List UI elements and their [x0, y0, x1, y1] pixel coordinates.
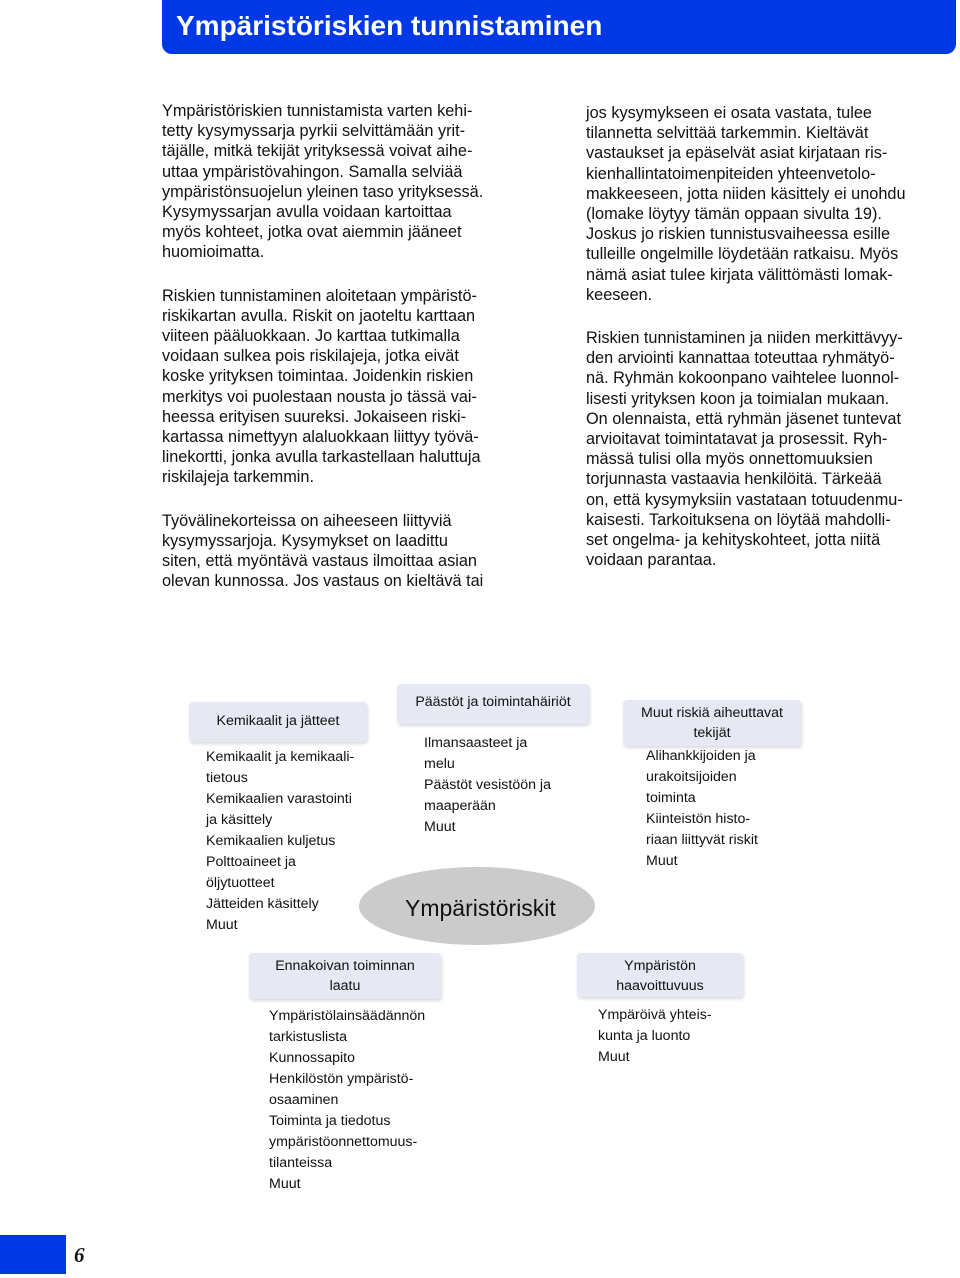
- category-items: [269, 1006, 425, 1195]
- page-title: Ympäristöriskien tunnistaminen: [176, 10, 603, 41]
- category-title: laatu: [329, 978, 361, 994]
- text-line: viiteen pääluokkaan. Jo karttaa tutkimalla: [162, 327, 460, 346]
- text-line: voidaan parantaa.: [586, 551, 717, 570]
- text-line: merkitys voi puolestaan nousta jo tässä vai-: [162, 387, 477, 406]
- text-line: keeseen.: [586, 285, 653, 304]
- list-item: tilanteissa: [269, 1155, 333, 1171]
- list-item: Ympäristölainsäädännön: [269, 1008, 426, 1024]
- list-item: Muut: [424, 819, 456, 835]
- list-item: toiminta: [646, 790, 696, 806]
- header-bar: [162, 0, 956, 54]
- text-line: huomioimatta.: [162, 243, 265, 262]
- list-item: riaan liittyvät riskit: [646, 832, 758, 848]
- list-item: Kemikaalien varastointi: [206, 791, 352, 807]
- text-line: siten, että myöntävä vastaus ilmoittaa asian: [162, 552, 477, 571]
- text-line: arvioitavat toimintatavat ja prosessit. Ryh-: [586, 430, 888, 449]
- text-line: makkeeseen, jotta niiden käsittely ei unohdu: [586, 184, 906, 203]
- category-title: Kemikaalit ja jätteet: [216, 713, 340, 729]
- text-line: myös kohteet, jotka ovat aiemmin jääneet: [162, 223, 462, 242]
- text-line: Riskien tunnistaminen aloitetaan ympäristö-: [162, 286, 477, 305]
- list-item: Kunnossapito: [269, 1050, 355, 1066]
- text-line: riskilajeja tarkemmin.: [162, 468, 314, 487]
- list-item: ympäristöonnettomuus-: [269, 1134, 418, 1150]
- list-item: osaaminen: [269, 1092, 339, 1108]
- text-line: (lomake löytyy tämän oppaan sivulta 19).: [586, 205, 882, 224]
- page-number: 6: [74, 1243, 85, 1267]
- category-title-box: [249, 953, 441, 999]
- category-title-box: [189, 702, 367, 742]
- text-line: uttaa ympäristövahingon. Samalla selviää: [162, 162, 463, 181]
- list-item: Kemikaalien kuljetus: [206, 833, 336, 849]
- text-line: ympäristönsuojelun yleinen taso yrityksessä.: [162, 182, 484, 201]
- text-line: tilannetta selvittää tarkemmin. Kieltävät: [586, 124, 869, 143]
- paragraph: [162, 286, 542, 488]
- text-line: jos kysymykseen ei osata vastata, tulee: [586, 104, 872, 122]
- left-text-column: [162, 101, 542, 614]
- text-line: on, että kysymyksiin vastataan totuudenmu-: [586, 490, 903, 509]
- category-title-box: [397, 684, 589, 724]
- list-item: Päästöt vesistöön ja: [424, 777, 551, 793]
- category-items: [424, 733, 551, 838]
- text-line: koske yrityksen toimintaa. Joidenkin riskien: [162, 367, 474, 386]
- text-line: linekortti, jonka avulla tarkastellaan haluttuja: [162, 448, 481, 467]
- text-line: set ongelma- ja kehityskohteet, jotta niitä: [586, 531, 881, 550]
- text-line: riskikartan avulla. Riskit on jaoteltu karttaan: [162, 306, 476, 325]
- text-line: täjälle, mitkä tekijät yrityksessä voivat aihe-: [162, 142, 473, 161]
- category-items: [598, 1005, 712, 1068]
- list-item: kunta ja luonto: [598, 1028, 691, 1044]
- text-line: kaisesti. Tarkoituksena on löytää mahdolli-: [586, 510, 891, 529]
- category-title: Päästöt ja toimintahäiriöt: [415, 694, 571, 710]
- text-line: Kysymyssarjan avulla voidaan kartoittaa: [162, 203, 452, 222]
- text-line: lisesti yrityksen koon ja toimialan mukaan.: [586, 389, 890, 408]
- text-line: den arviointi kannattaa toteuttaa ryhmätyö-: [586, 349, 895, 368]
- text-line: mässä tulisi olla myös onnettomuuksien: [586, 450, 873, 469]
- text-line: Ympäristöriskien tunnistamista varten kehi-: [162, 102, 473, 120]
- category-title: haavoittuvuus: [616, 978, 704, 994]
- paragraph: [162, 101, 542, 263]
- text-line: voidaan sulkea pois riskilajeja, jotka eivät: [162, 347, 459, 366]
- text-line: tetty kysymyssarja pyrkii selvittämään yrit-: [162, 122, 466, 141]
- list-item: Polttoaineet ja: [206, 854, 296, 870]
- text-line: kienhallintatoimenpiteiden yhteenvetolo-: [586, 164, 876, 183]
- text-line: Työvälinekorteissa on aiheeseen liittyviä: [162, 511, 452, 530]
- right-text-column: [586, 103, 960, 593]
- list-item: Henkilöstön ympäristö-: [269, 1071, 414, 1087]
- list-item: urakoitsijoiden: [646, 769, 737, 785]
- text-line: torjunnasta vastaavia henkilöitä. Tärkeää: [586, 470, 882, 489]
- category-title: Ennakoivan toiminnan: [275, 958, 415, 974]
- category-title-box: [623, 700, 801, 746]
- list-item: tietous: [206, 770, 248, 786]
- list-item: Muut: [206, 917, 238, 933]
- list-item: Ympäröivä yhteis-: [598, 1007, 712, 1023]
- list-item: tarkistuslista: [269, 1029, 348, 1045]
- text-line: Joskus jo riskien tunnistusvaiheessa esille: [586, 225, 891, 244]
- list-item: ja käsittely: [206, 812, 273, 828]
- paragraph: [162, 511, 542, 592]
- category-items: [646, 746, 758, 872]
- center-label: Ympäristöriskit: [405, 895, 556, 921]
- text-line: heessa erityisen suureksi. Jokaiseen riski-: [162, 407, 467, 426]
- text-line: Riskien tunnistaminen ja niiden merkittävyy-: [586, 329, 903, 348]
- paragraph: [586, 328, 960, 570]
- list-item: Muut: [598, 1049, 630, 1065]
- category-title: Muut riskiä aiheuttavat: [641, 705, 783, 721]
- category-items: [206, 747, 354, 936]
- text-line: kysymyssarjoja. Kysymykset on laadittu: [162, 531, 448, 550]
- list-item: Ilmansaasteet ja: [424, 735, 528, 751]
- list-item: Kiinteistön histo-: [646, 811, 751, 827]
- text-line: vastaukset ja epäselvät asiat kirjataan ris-: [586, 144, 888, 163]
- list-item: Toiminta ja tiedotus: [269, 1113, 391, 1129]
- list-item: maaperään: [424, 798, 496, 814]
- category-title: tekijät: [693, 725, 731, 741]
- text-line: nämä asiat tulee kirjata välittömästi lomak-: [586, 265, 893, 284]
- text-line: nä. Ryhmän kokoonpano vaihtelee luonnol-: [586, 369, 900, 388]
- list-item: Muut: [269, 1176, 301, 1192]
- list-item: Alihankkijoiden ja: [646, 748, 756, 764]
- list-item: öljytuotteet: [206, 875, 275, 891]
- category-title: Ympäristön: [624, 958, 696, 974]
- text-line: olevan kunnossa. Jos vastaus on kieltävä tai: [162, 572, 484, 591]
- text-line: On olennaista, että ryhmän jäsenet tuntevat: [586, 409, 901, 428]
- list-item: Kemikaalit ja kemikaali-: [206, 749, 355, 765]
- text-line: tulleille ongelmille löydetään ratkaisu. Myös: [586, 245, 899, 264]
- paragraph: [586, 103, 960, 305]
- list-item: Muut: [646, 853, 678, 869]
- list-item: melu: [424, 756, 455, 772]
- category-title-box: [577, 953, 743, 997]
- list-item: Jätteiden käsittely: [206, 896, 319, 912]
- text-line: kartassa nimettyyn alaluokkaan liittyy työvä-: [162, 428, 479, 447]
- footer-bar: [0, 1235, 66, 1274]
